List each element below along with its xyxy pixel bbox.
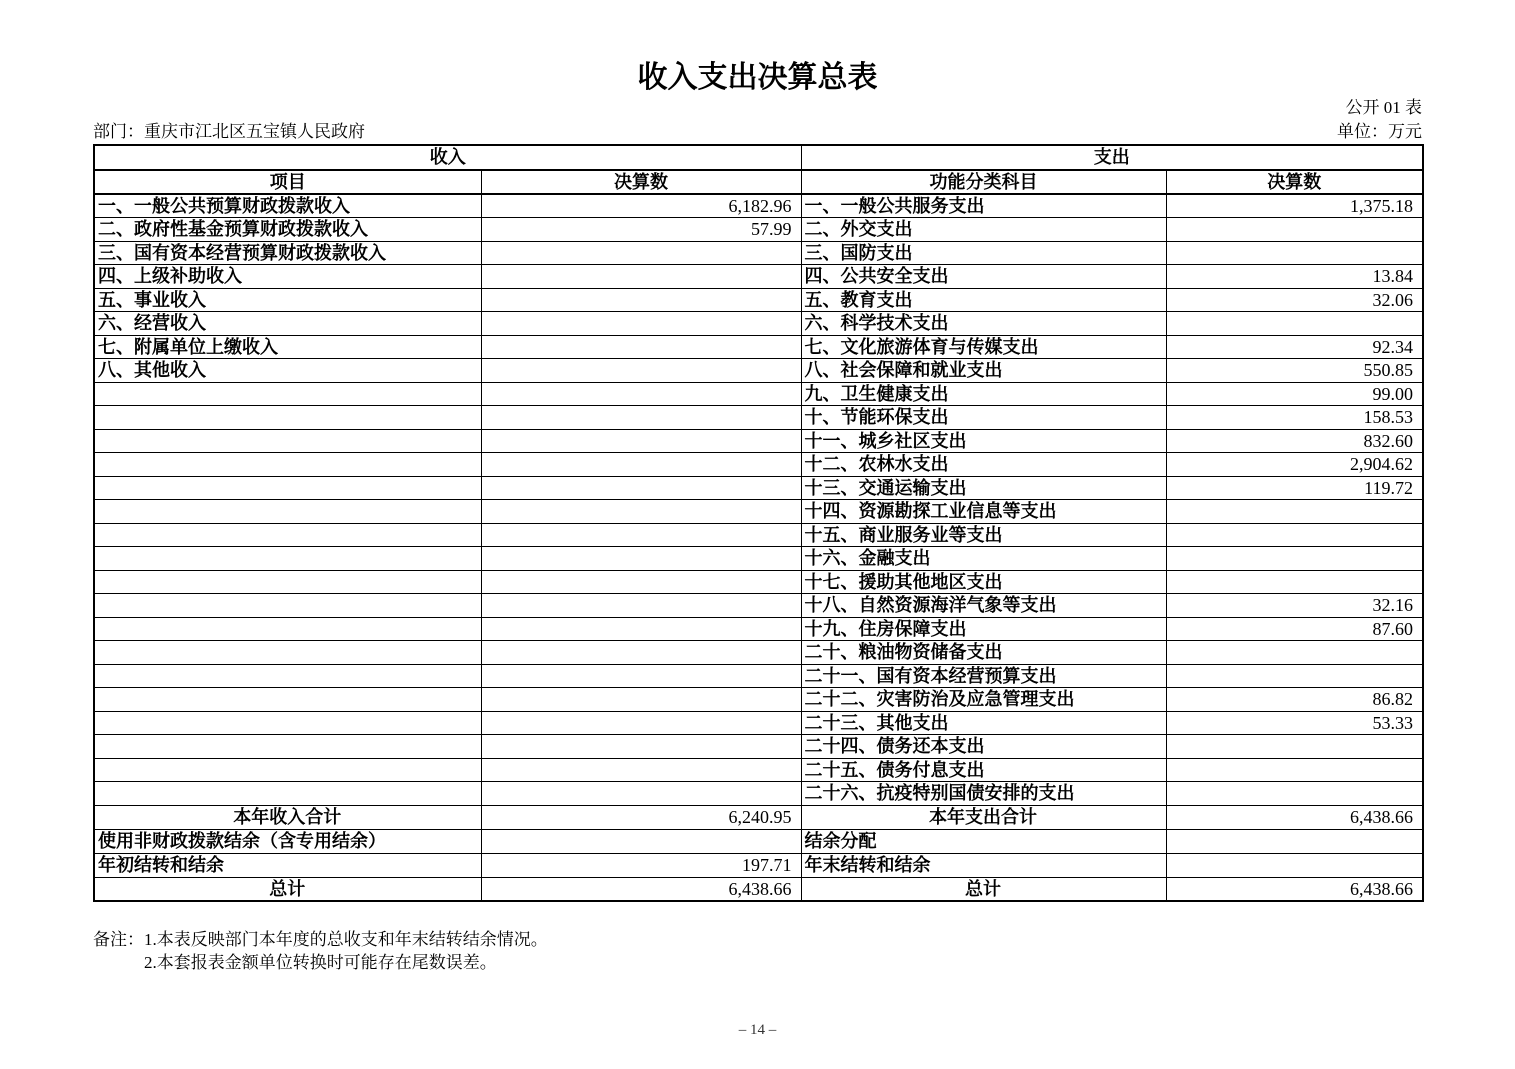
note-line: 1.本表反映部门本年度的总收支和年末结转结余情况。 bbox=[144, 930, 548, 949]
expenditure-item-cell: 十二、农林水支出 bbox=[801, 453, 1166, 477]
expenditure-item-cell: 二十五、债务付息支出 bbox=[801, 758, 1166, 782]
revenue-item-cell: 年初结转和结余 bbox=[94, 853, 481, 877]
expenditure-amount-header: 决算数 bbox=[1166, 170, 1423, 195]
expenditure-item-cell: 五、教育支出 bbox=[801, 288, 1166, 312]
revenue-amount-cell: 197.71 bbox=[481, 853, 801, 877]
expenditure-amount-cell bbox=[1166, 218, 1423, 242]
revenue-item-cell bbox=[94, 382, 481, 406]
revenue-amount-cell bbox=[481, 711, 801, 735]
revenue-amount-cell: 6,240.95 bbox=[481, 805, 801, 829]
revenue-amount-header: 决算数 bbox=[481, 170, 801, 195]
revenue-item-cell bbox=[94, 476, 481, 500]
table-row bbox=[94, 194, 1423, 218]
table-row bbox=[94, 335, 1423, 359]
table-row bbox=[94, 570, 1423, 594]
expenditure-amount-cell: 87.60 bbox=[1166, 617, 1423, 641]
revenue-item-cell: 七、附属单位上缴收入 bbox=[94, 335, 481, 359]
table-row bbox=[94, 406, 1423, 430]
expenditure-item-cell: 二、外交支出 bbox=[801, 218, 1166, 242]
revenue-amount-cell bbox=[481, 758, 801, 782]
revenue-item-cell: 总计 bbox=[94, 877, 481, 901]
department-label: 部门：重庆市江北区五宝镇人民政府 bbox=[93, 122, 365, 141]
revenue-amount-cell bbox=[481, 382, 801, 406]
expenditure-item-cell: 二十一、国有资本经营预算支出 bbox=[801, 664, 1166, 688]
revenue-section-header: 收入 bbox=[94, 145, 801, 170]
revenue-amount-cell bbox=[481, 688, 801, 712]
expenditure-amount-cell: 550.85 bbox=[1166, 359, 1423, 383]
table-row bbox=[94, 547, 1423, 571]
table-row bbox=[94, 288, 1423, 312]
table-row bbox=[94, 782, 1423, 806]
table-row bbox=[94, 265, 1423, 289]
revenue-item-cell bbox=[94, 782, 481, 806]
revenue-item-cell bbox=[94, 664, 481, 688]
expenditure-amount-cell bbox=[1166, 500, 1423, 524]
note-line: 2.本套报表金额单位转换时可能存在尾数误差。 bbox=[144, 953, 497, 972]
revenue-item-cell bbox=[94, 688, 481, 712]
table-code-label: 公开 01 表 bbox=[1345, 98, 1422, 117]
expenditure-amount-cell: 13.84 bbox=[1166, 265, 1423, 289]
revenue-amount-cell bbox=[481, 594, 801, 618]
table-row bbox=[94, 641, 1423, 665]
table-row bbox=[94, 688, 1423, 712]
revenue-item-cell bbox=[94, 758, 481, 782]
expenditure-amount-cell: 53.33 bbox=[1166, 711, 1423, 735]
expenditure-item-cell: 二十二、灾害防治及应急管理支出 bbox=[801, 688, 1166, 712]
revenue-amount-cell bbox=[481, 570, 801, 594]
revenue-item-cell bbox=[94, 641, 481, 665]
budget-summary-table bbox=[93, 144, 1424, 902]
notes-block bbox=[93, 928, 548, 974]
column-header-row bbox=[94, 170, 1423, 195]
table-row bbox=[94, 429, 1423, 453]
revenue-amount-cell bbox=[481, 500, 801, 524]
revenue-amount-cell bbox=[481, 664, 801, 688]
revenue-item-cell bbox=[94, 523, 481, 547]
revenue-amount-cell bbox=[481, 241, 801, 265]
table-row bbox=[94, 664, 1423, 688]
expenditure-item-cell: 一、一般公共服务支出 bbox=[801, 194, 1166, 218]
table-row bbox=[94, 453, 1423, 477]
expenditure-amount-cell: 158.53 bbox=[1166, 406, 1423, 430]
table-row bbox=[94, 476, 1423, 500]
expenditure-amount-cell: 92.34 bbox=[1166, 335, 1423, 359]
expenditure-item-cell: 二十四、债务还本支出 bbox=[801, 735, 1166, 759]
revenue-item-cell bbox=[94, 547, 481, 571]
expenditure-amount-cell bbox=[1166, 735, 1423, 759]
revenue-item-cell: 四、上级补助收入 bbox=[94, 265, 481, 289]
revenue-amount-cell bbox=[481, 829, 801, 853]
revenue-item-cell: 三、国有资本经营预算财政拨款收入 bbox=[94, 241, 481, 265]
expenditure-item-cell: 十、节能环保支出 bbox=[801, 406, 1166, 430]
expenditure-amount-cell bbox=[1166, 664, 1423, 688]
expenditure-amount-cell bbox=[1166, 853, 1423, 877]
revenue-amount-cell bbox=[481, 312, 801, 336]
summary-body bbox=[94, 805, 1423, 901]
revenue-item-cell bbox=[94, 453, 481, 477]
expenditure-item-cell: 十五、商业服务业等支出 bbox=[801, 523, 1166, 547]
table-row bbox=[94, 382, 1423, 406]
revenue-item-cell: 本年收入合计 bbox=[94, 805, 481, 829]
table-row bbox=[94, 500, 1423, 524]
table-row bbox=[94, 218, 1423, 242]
revenue-item-cell bbox=[94, 429, 481, 453]
revenue-amount-cell bbox=[481, 547, 801, 571]
expenditure-amount-cell: 99.00 bbox=[1166, 382, 1423, 406]
expenditure-section-header: 支出 bbox=[801, 145, 1423, 170]
revenue-item-cell: 八、其他收入 bbox=[94, 359, 481, 383]
expenditure-amount-cell bbox=[1166, 547, 1423, 571]
expenditure-item-cell: 结余分配 bbox=[801, 829, 1166, 853]
revenue-amount-cell bbox=[481, 476, 801, 500]
table-row bbox=[94, 829, 1423, 853]
expenditure-item-cell: 十三、交通运输支出 bbox=[801, 476, 1166, 500]
expenditure-amount-cell: 119.72 bbox=[1166, 476, 1423, 500]
table-row bbox=[94, 359, 1423, 383]
expenditure-item-header: 功能分类科目 bbox=[801, 170, 1166, 195]
table-body bbox=[94, 194, 1423, 805]
expenditure-amount-cell bbox=[1166, 523, 1423, 547]
revenue-item-cell bbox=[94, 711, 481, 735]
revenue-item-cell: 二、政府性基金预算财政拨款收入 bbox=[94, 218, 481, 242]
expenditure-amount-cell: 32.06 bbox=[1166, 288, 1423, 312]
expenditure-item-cell: 十八、自然资源海洋气象等支出 bbox=[801, 594, 1166, 618]
expenditure-amount-cell: 6,438.66 bbox=[1166, 805, 1423, 829]
expenditure-amount-cell: 6,438.66 bbox=[1166, 877, 1423, 901]
expenditure-item-cell: 四、公共安全支出 bbox=[801, 265, 1166, 289]
expenditure-item-cell: 十六、金融支出 bbox=[801, 547, 1166, 571]
revenue-item-cell: 使用非财政拨款结余（含专用结余） bbox=[94, 829, 481, 853]
expenditure-item-cell: 二十六、抗疫特别国债安排的支出 bbox=[801, 782, 1166, 806]
expenditure-amount-cell: 2,904.62 bbox=[1166, 453, 1423, 477]
notes-label: 备注： bbox=[93, 930, 144, 949]
expenditure-item-cell: 二十、粮油物资储备支出 bbox=[801, 641, 1166, 665]
expenditure-item-cell: 年末结转和结余 bbox=[801, 853, 1166, 877]
table-row bbox=[94, 312, 1423, 336]
table-row bbox=[94, 711, 1423, 735]
revenue-item-cell bbox=[94, 570, 481, 594]
revenue-item-cell bbox=[94, 735, 481, 759]
expenditure-item-cell: 十四、资源勘探工业信息等支出 bbox=[801, 500, 1166, 524]
expenditure-amount-cell: 32.16 bbox=[1166, 594, 1423, 618]
revenue-amount-cell bbox=[481, 617, 801, 641]
revenue-amount-cell: 6,438.66 bbox=[481, 877, 801, 901]
revenue-amount-cell bbox=[481, 406, 801, 430]
expenditure-item-cell: 十九、住房保障支出 bbox=[801, 617, 1166, 641]
page-number: – 14 – bbox=[738, 1022, 777, 1038]
table-row bbox=[94, 805, 1423, 829]
table-row bbox=[94, 617, 1423, 641]
table-row bbox=[94, 735, 1423, 759]
expenditure-item-cell: 总计 bbox=[801, 877, 1166, 901]
expenditure-item-cell: 十一、城乡社区支出 bbox=[801, 429, 1166, 453]
revenue-item-cell bbox=[94, 500, 481, 524]
table-row bbox=[94, 853, 1423, 877]
revenue-amount-cell bbox=[481, 782, 801, 806]
revenue-amount-cell: 57.99 bbox=[481, 218, 801, 242]
unit-label: 单位：万元 bbox=[1337, 122, 1422, 141]
revenue-item-cell: 六、经营收入 bbox=[94, 312, 481, 336]
expenditure-item-cell: 八、社会保障和就业支出 bbox=[801, 359, 1166, 383]
revenue-item-cell: 一、一般公共预算财政拨款收入 bbox=[94, 194, 481, 218]
revenue-item-cell bbox=[94, 406, 481, 430]
revenue-amount-cell bbox=[481, 359, 801, 383]
revenue-item-cell bbox=[94, 594, 481, 618]
expenditure-item-cell: 七、文化旅游体育与传媒支出 bbox=[801, 335, 1166, 359]
revenue-amount-cell bbox=[481, 265, 801, 289]
notes-lines bbox=[144, 928, 548, 974]
table-row bbox=[94, 523, 1423, 547]
revenue-amount-cell bbox=[481, 429, 801, 453]
expenditure-amount-cell bbox=[1166, 782, 1423, 806]
table-row bbox=[94, 877, 1423, 901]
revenue-amount-cell bbox=[481, 641, 801, 665]
revenue-item-cell: 五、事业收入 bbox=[94, 288, 481, 312]
expenditure-amount-cell bbox=[1166, 641, 1423, 665]
table-row bbox=[94, 758, 1423, 782]
revenue-amount-cell bbox=[481, 453, 801, 477]
meta-row bbox=[93, 117, 1422, 142]
revenue-item-cell bbox=[94, 617, 481, 641]
expenditure-amount-cell bbox=[1166, 758, 1423, 782]
expenditure-item-cell: 十七、援助其他地区支出 bbox=[801, 570, 1166, 594]
section-header-row bbox=[94, 145, 1423, 170]
expenditure-item-cell: 本年支出合计 bbox=[801, 805, 1166, 829]
expenditure-amount-cell: 86.82 bbox=[1166, 688, 1423, 712]
revenue-amount-cell bbox=[481, 288, 801, 312]
expenditure-amount-cell bbox=[1166, 312, 1423, 336]
expenditure-item-cell: 六、科学技术支出 bbox=[801, 312, 1166, 336]
expenditure-amount-cell bbox=[1166, 241, 1423, 265]
expenditure-amount-cell: 832.60 bbox=[1166, 429, 1423, 453]
expenditure-item-cell: 二十三、其他支出 bbox=[801, 711, 1166, 735]
table-row bbox=[94, 594, 1423, 618]
revenue-item-header: 项目 bbox=[94, 170, 481, 195]
revenue-amount-cell bbox=[481, 335, 801, 359]
expenditure-amount-cell bbox=[1166, 570, 1423, 594]
expenditure-item-cell: 九、卫生健康支出 bbox=[801, 382, 1166, 406]
table-row bbox=[94, 241, 1423, 265]
table-header bbox=[94, 145, 1423, 194]
expenditure-amount-cell bbox=[1166, 829, 1423, 853]
expenditure-amount-cell: 1,375.18 bbox=[1166, 194, 1423, 218]
revenue-amount-cell bbox=[481, 523, 801, 547]
revenue-amount-cell: 6,182.96 bbox=[481, 194, 801, 218]
page-title: 收入支出决算总表 bbox=[637, 61, 878, 94]
revenue-amount-cell bbox=[481, 735, 801, 759]
expenditure-item-cell: 三、国防支出 bbox=[801, 241, 1166, 265]
